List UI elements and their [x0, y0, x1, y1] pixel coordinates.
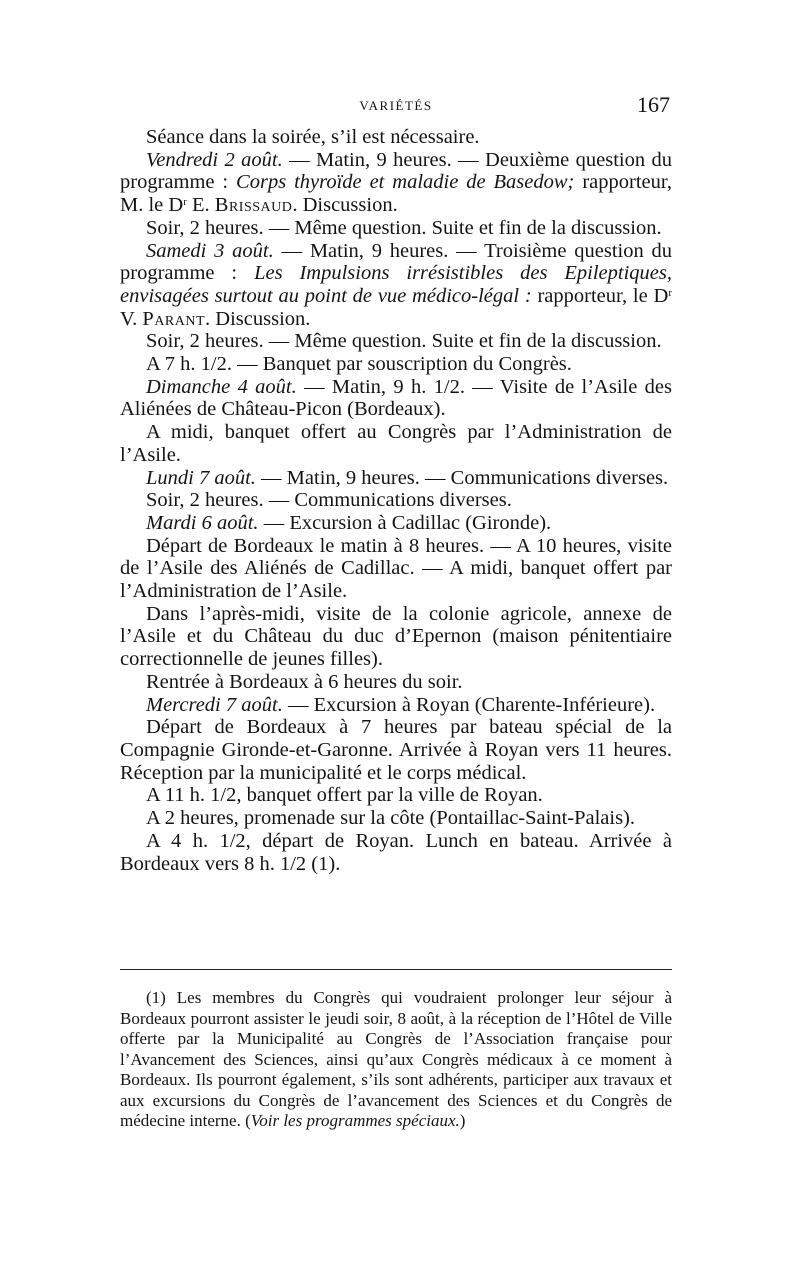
schedule-entry: Mardi 6 août. — Excursion à Cadillac (Gironde). — [146, 511, 552, 534]
paragraph: Dans l’après-midi, visite de la colonie agricole, annexe de l’Asile et du Château du duc d’Epernon (maison pénitentiaire correctionnelle de jeunes filles). — [120, 602, 672, 671]
paragraph: Soir, 2 heures. — Même question. Suite et fin de la discussion. — [146, 330, 662, 353]
paragraph: Départ de Bordeaux le matin à 8 heures. — A 10 heures, visite de l’Asile des Aliénés de Cadillac. — A midi, banquet offert par l’Administration de l’Asile. — [120, 534, 672, 603]
date-label: Mardi 6 août. — [146, 511, 259, 534]
book-page — [120, 0, 672, 1270]
paragraph: A 2 heures, promenade sur la côte (Pontaillac-Saint-Palais). — [146, 807, 636, 830]
rapporteur-name: Brissaud — [214, 194, 293, 217]
paragraph: Soir, 2 heures. — Même question. Suite et fin de la discussion. — [146, 216, 662, 239]
paragraph: A 11 h. 1/2, banquet offert par la ville de Royan. — [146, 784, 543, 807]
footnote: (1) Les membres du Congrès qui voudraient prolonger leur séjour à Bordeaux pourront assister le jeudi soir, 8 août, à la réception de l’Hôtel de Ville offerte par la Municipalité au Congrès de l’Association française pour l’Avancement des Sciences, ainsi qu’aux Congrès médicaux à ce moment à Bordeaux. Ils pourront également, s’ils sont adhérents, participer aux travaux et aux excursions du Congrès de l’avancement des Sciences et du Congrès de médecine interne. (Voir les programmes spéciaux.) — [120, 988, 672, 1130]
date-label: Vendredi 2 août. — [146, 148, 283, 171]
running-title: VARIÉTÉS — [359, 98, 433, 113]
paragraph: Départ de Bordeaux à 7 heures par bateau spécial de la Compagnie Gironde-et-Garonne. Arrivée à Royan vers 11 heures. Réception par la municipalité et le corps médical. — [120, 716, 672, 784]
page-header — [120, 92, 672, 118]
page-number: 167 — [637, 92, 670, 117]
date-label: Samedi 3 août. — [146, 239, 274, 262]
paragraph: Soir, 2 heures. — Communications diverses. — [146, 489, 512, 512]
paragraph: Rentrée à Bordeaux à 6 heures du soir. — [146, 670, 463, 693]
paragraph: A 4 h. 1/2, départ de Royan. Lunch en bateau. Arrivée à Bordeaux vers 8 h. 1/2 (1). — [120, 829, 672, 875]
paragraph: A 7 h. 1/2. — Banquet par souscription du Congrès. — [146, 353, 572, 376]
paragraph: A midi, banquet offert au Congrès par l’Administration de l’Asile. — [120, 421, 672, 466]
schedule-entry: Vendredi 2 août. — Matin, 9 heures. — Deuxième question du programme : Corps thyroïde et maladie de Basedow; rapporteur, M. le $D^r$ E. Brissaud. Discussion. — [120, 148, 672, 217]
schedule-entry: Lundi 7 août. — Matin, 9 heures. — Communications diverses. — [146, 466, 669, 489]
schedule-entry: Samedi 3 août. — Matin, 9 heures. — Troisième question du programme : Les Impulsions irrésistibles des Epileptiques, envisagées surtout au point de vue médico-légal : rapporteur, le $D^r$ V. Parant. Discussion. — [120, 239, 672, 330]
schedule-entry: Mercredi 7 août. — Excursion à Royan (Charente-Inférieure). — [146, 693, 656, 716]
main-text — [120, 126, 672, 875]
rapporteur-name: Parant — [142, 307, 206, 330]
question-title: Corps thyroïde et maladie de Basedow; — [236, 171, 575, 194]
date-label: Dimanche 4 août. — [146, 375, 297, 398]
date-label: Mercredi 7 août. — [146, 693, 283, 716]
date-label: Lundi 7 août. — [146, 466, 256, 489]
paragraph: Séance dans la soirée, s’il est nécessaire. — [146, 126, 480, 148]
footnote-text: (1) Les membres du Congrès qui voudraient prolonger leur séjour à Bordeaux pourront assister le jeudi soir, 8 août, à la réception de l’Hôtel de Ville offerte par la Municipalité au Congrès de l’Association française pour l’Avancement des Sciences, ainsi qu’aux Congrès médicaux à ce moment à Bordeaux. Ils pourront également, s’ils sont adhérents, participer aux travaux et aux excursions du Congrès de l’avancement des Sciences et du Congrès de médecine interne. ( — [120, 988, 672, 1130]
footnote-divider — [120, 969, 672, 970]
schedule-entry: Dimanche 4 août. — Matin, 9 h. 1/2. — Visite de l’Asile des Aliénées de Château-Picon (Bordeaux). — [120, 375, 672, 421]
question-title: Les Impulsions irrésistibles des Epileptiques, envisagées surtout au point de vue médico-légal : — [120, 262, 672, 307]
footnote-reference: Voir les programmes spéciaux. — [250, 1111, 460, 1130]
